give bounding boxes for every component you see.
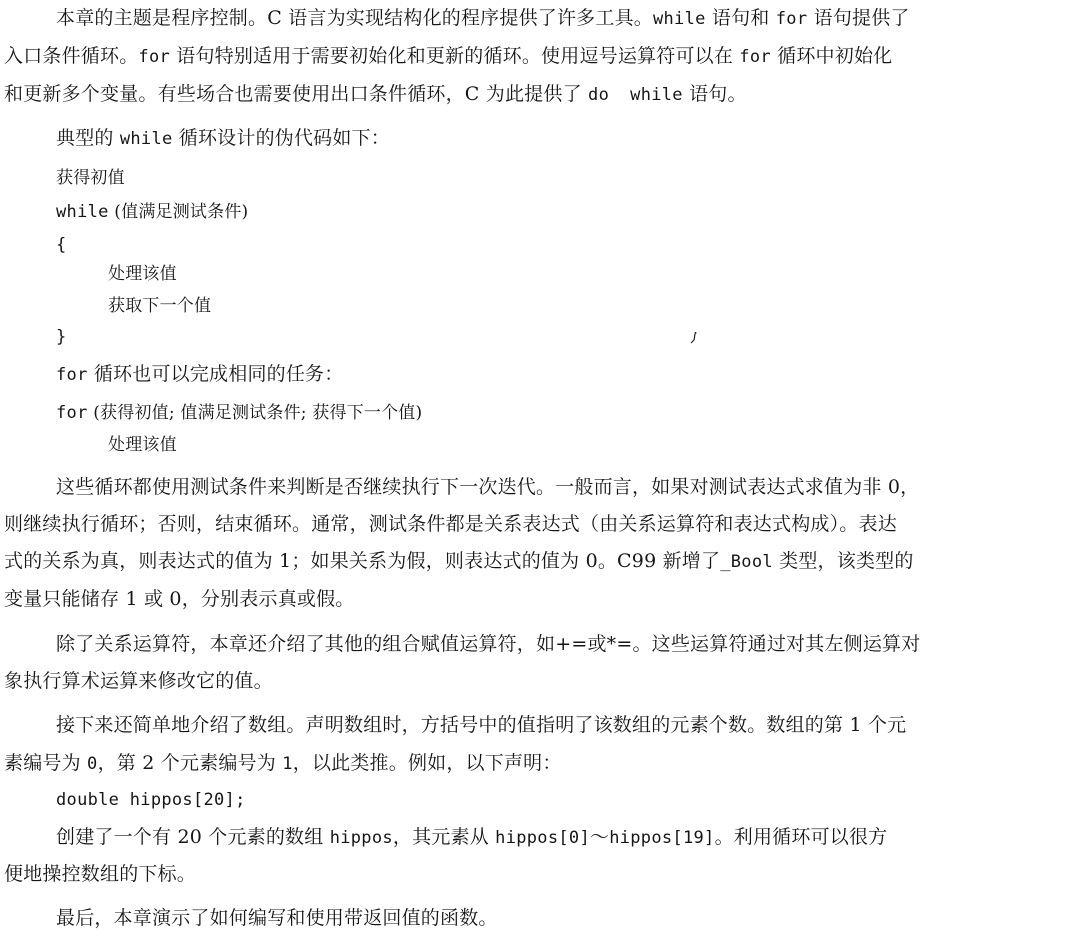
- pseudo-for-line-1: for (获得初值; 值满足测试条件; 获得下一个值): [56, 403, 423, 423]
- p5-line-2: 象执行算术运算来修改它的值。: [4, 670, 273, 692]
- p3-line: for 循环也可以完成相同的任务：: [56, 363, 344, 385]
- p5-line-1: 除了关系运算符，本章还介绍了其他的组合赋值运算符，如+=或*=。这些运算符通过对其左侧运算对: [56, 633, 921, 655]
- p4-line-4: 变量只能储存 1 或 0，分别表示真或假。: [4, 588, 355, 610]
- p7-line-1: 创建了一个有 20 个元素的数组 hippos，其元素从 hippos[0]～hippos[19]。利用循环可以很方: [56, 826, 888, 848]
- pseudo-while-line-4: 处理该值: [108, 264, 177, 284]
- pseudo-while-line-5: 获取下一个值: [108, 296, 212, 316]
- pseudo-for-line-2: 处理该值: [108, 435, 177, 455]
- p7-line-2: 便地操控数组的下标。: [4, 863, 197, 885]
- p4-line-2: 则继续执行循环；否则，结束循环。通常，测试条件都是关系表达式（由关系运算符和表达式构成）。表达: [4, 513, 897, 535]
- p1-line-3: 和更新多个变量。有些场合也需要使用出口条件循环，C 为此提供了 do while 语句。: [4, 83, 747, 105]
- p6-line-1: 接下来还简单地介绍了数组。声明数组时，方括号中的值指明了该数组的元素个数。数组的第 1 个元: [56, 714, 907, 736]
- p4-line-1: 这些循环都使用测试条件来判断是否继续执行下一次迭代。一般而言，如果对测试表达式求值为非 0，: [56, 476, 920, 498]
- p1-line-2: 入口条件循环。for 语句特别适用于需要初始化和更新的循环。使用逗号运算符可以在 for 循环中初始化: [4, 45, 893, 67]
- pseudo-while-line-6: }: [56, 327, 67, 347]
- code-declaration: double hippos[20];: [56, 790, 246, 810]
- pseudo-while-line-3: {: [56, 235, 67, 255]
- pseudo-while-line-1: 获得初值: [56, 168, 125, 188]
- p4-line-3: 式的关系为真，则表达式的值为 1；如果关系为假，则表达式的值为 0。C99 新增了_Bool 类型，该类型的: [4, 550, 914, 572]
- p2-line: 典型的 while 循环设计的伪代码如下：: [56, 127, 390, 149]
- p8-line: 最后，本章演示了如何编写和使用带返回值的函数。: [56, 907, 498, 929]
- scan-speck: [689, 331, 697, 345]
- pseudo-while-line-2: while (值满足测试条件): [56, 202, 249, 222]
- p1-line-1: 本章的主题是程序控制。C 语言为实现结构化的程序提供了许多工具。while 语句和 for 语句提供了: [56, 7, 910, 29]
- p6-line-2: 素编号为 0，第 2 个元素编号为 1，以此类推。例如，以下声明：: [4, 752, 562, 774]
